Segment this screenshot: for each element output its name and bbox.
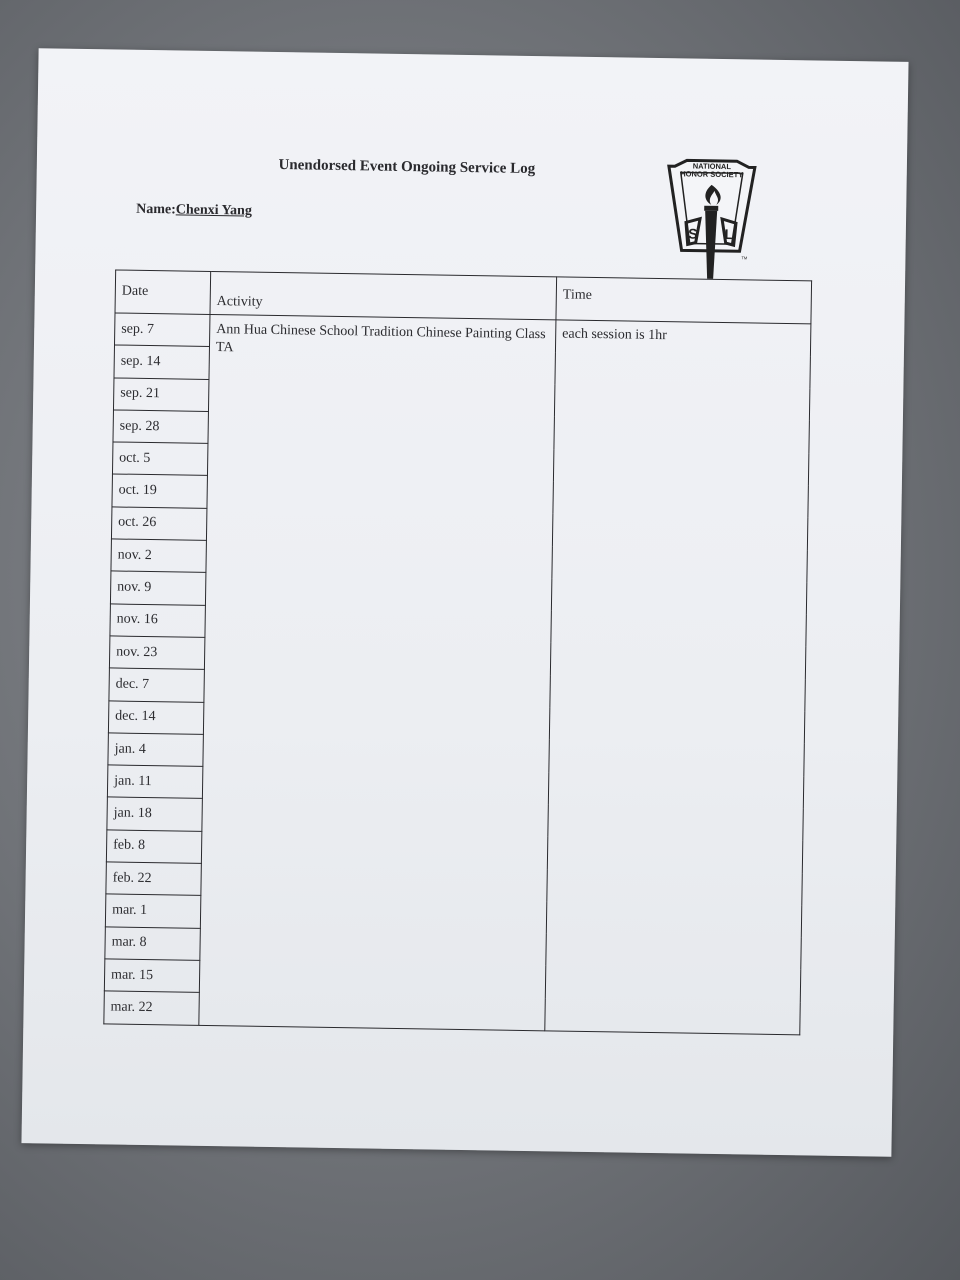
date-cell: nov. 2 [111,539,206,573]
svg-text:L: L [724,226,734,243]
date-cell: mar. 15 [104,959,199,993]
date-cell: sep. 28 [113,410,208,444]
date-cell: nov. 9 [110,571,205,605]
logo-text-line1: NATIONAL [692,161,732,172]
service-log-table [103,269,812,1034]
logo-text-line2: HONOR SOCIETY [680,169,744,180]
column-header-time: Time [556,277,812,324]
svg-text:S: S [688,225,698,242]
name-label: Name: [136,201,176,218]
date-cell: dec. 7 [109,668,204,702]
date-cell: jan. 11 [107,765,202,799]
date-cell: nov. 23 [109,636,204,670]
date-cell: nov. 16 [110,604,205,638]
name-value: Chenxi Yang [175,202,253,219]
activity-cell: Ann Hua Chinese School Tradition Chinese Painting Class TA [199,314,556,1030]
table-body [104,313,811,1034]
date-cell: feb. 8 [106,830,201,864]
date-cell: jan. 18 [107,797,202,831]
time-cell: each session is 1hr [545,320,811,1034]
date-cell: sep. 21 [113,378,208,412]
logo-trademark: TM [741,255,748,261]
date-cell: jan. 4 [108,733,203,767]
date-cell: mar. 8 [105,927,200,961]
date-cell: oct. 26 [111,507,206,541]
date-cell: feb. 22 [106,862,201,896]
date-cell: oct. 5 [112,442,207,476]
date-cell: dec. 14 [108,700,203,734]
date-cell: mar. 22 [104,991,199,1025]
service-log-sheet [21,48,908,1157]
national-honor-society-logo-icon [655,158,767,295]
column-header-date: Date [115,270,211,314]
date-cell: sep. 7 [114,313,209,347]
column-header-activity: Activity [210,271,557,319]
page-title: Unendorsed Event Ongoing Service Log [278,157,536,178]
date-cell: oct. 19 [112,474,207,508]
date-cell: sep. 14 [114,345,209,379]
date-cell: mar. 1 [105,894,200,928]
name-row [136,202,252,220]
